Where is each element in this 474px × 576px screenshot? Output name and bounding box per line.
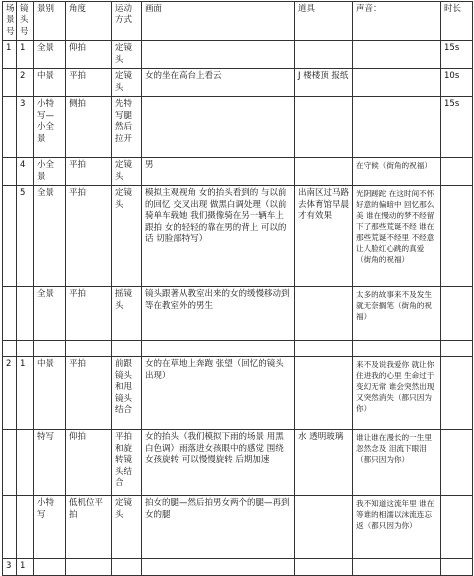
size-cell: 全景 bbox=[34, 41, 66, 69]
size-cell: 小特写 bbox=[34, 496, 66, 559]
angle-cell: 平拍 bbox=[66, 69, 112, 97]
table-row bbox=[3, 496, 473, 559]
sound-cell: 谁让谁在漫长的一生里 忽然念及 泪流下眼泪（都只因为你） bbox=[353, 430, 441, 496]
props-cell: 出南区过马路去体育馆早晨才有效果 bbox=[295, 186, 353, 287]
duration-cell bbox=[441, 496, 473, 559]
header-props: 道具 bbox=[295, 2, 353, 41]
angle-cell: 低机位平拍 bbox=[66, 496, 112, 559]
shot-cell: 1 bbox=[17, 357, 34, 430]
scene-cell: 2 bbox=[3, 357, 17, 430]
shot-cell: 5 bbox=[17, 186, 34, 287]
header-row bbox=[3, 2, 473, 41]
header-angle: 角度 bbox=[66, 2, 112, 41]
size-cell bbox=[34, 559, 66, 575]
table-row bbox=[3, 69, 473, 97]
frame-cell bbox=[142, 559, 295, 575]
scene-cell bbox=[3, 287, 17, 341]
table-row bbox=[3, 97, 473, 158]
shot-cell: 4 bbox=[17, 158, 34, 186]
props-cell bbox=[295, 158, 353, 186]
spacer-cell bbox=[441, 341, 473, 357]
props-cell bbox=[295, 496, 353, 559]
frame-cell: 女的在草地上奔跑 张望（回忆的镜头出现） bbox=[142, 357, 295, 430]
props-cell bbox=[295, 287, 353, 341]
table-row bbox=[3, 158, 473, 186]
angle-cell bbox=[66, 559, 112, 575]
spacer-cell bbox=[17, 341, 34, 357]
scene-cell bbox=[3, 158, 17, 186]
scene-cell bbox=[3, 97, 17, 158]
frame-cell: 女的坐在高台上看云 bbox=[142, 69, 295, 97]
shot-cell bbox=[17, 430, 34, 496]
shot-cell: 2 bbox=[17, 69, 34, 97]
props-cell bbox=[295, 357, 353, 430]
sound-cell bbox=[353, 97, 441, 158]
sound-cell: 在守候（街角的祝福） bbox=[353, 158, 441, 186]
duration-cell bbox=[441, 430, 473, 496]
duration-cell bbox=[441, 559, 473, 575]
angle-cell: 平拍 bbox=[66, 158, 112, 186]
spacer-cell bbox=[295, 341, 353, 357]
table-row bbox=[3, 357, 473, 430]
props-cell bbox=[295, 41, 353, 69]
sound-cell: 来不及说我爱你 就让你住进我的心里 生命过于变幻无常 谁会突然出现 又突然消失（都只因为你） bbox=[353, 357, 441, 430]
props-cell: 水 透明玻璃 bbox=[295, 430, 353, 496]
table-row bbox=[3, 559, 473, 575]
spacer-cell bbox=[112, 341, 142, 357]
duration-cell: 10s bbox=[441, 69, 473, 97]
spacer-cell bbox=[66, 341, 112, 357]
shot-cell: 1 bbox=[17, 41, 34, 69]
scene-cell bbox=[3, 496, 17, 559]
props-cell bbox=[295, 97, 353, 158]
angle-cell: 仰拍 bbox=[66, 41, 112, 69]
shot-cell bbox=[17, 287, 34, 341]
movement-cell: 定镜头 bbox=[112, 69, 142, 97]
sound-cell: 太多的故事来不及发生 就无奈搁笔（街角的祝福） bbox=[353, 287, 441, 341]
scene-cell: 3 bbox=[3, 559, 17, 575]
movement-cell: 前跟镜头和甩镜头结合 bbox=[112, 357, 142, 430]
scene-cell bbox=[3, 186, 17, 287]
shot-cell bbox=[17, 496, 34, 559]
frame-cell: 模拟主观视角 女的抬头看到的 与以前的回忆 交叉出现 做黑白调处理（以前骑单车载她 我们摄像骑在另一辆车上跟拍 女的轻轻的靠在男的背上 可以的话 切脸部特写） bbox=[142, 186, 295, 287]
movement-cell bbox=[112, 559, 142, 575]
scene-cell bbox=[3, 430, 17, 496]
movement-cell: 定镜头 bbox=[112, 186, 142, 287]
header-shot-no: 镜头号 bbox=[17, 2, 34, 41]
shot-cell: 1 bbox=[17, 559, 34, 575]
frame-cell: 男 bbox=[142, 158, 295, 186]
header-movement: 运动方式 bbox=[112, 2, 142, 41]
size-cell: 小特写—小全景 bbox=[34, 97, 66, 158]
angle-cell: 平拍 bbox=[66, 287, 112, 341]
table-row bbox=[3, 287, 473, 341]
size-cell: 小全景 bbox=[34, 158, 66, 186]
size-cell: 特写 bbox=[34, 430, 66, 496]
sound-cell: 光阴蹉跎 在这时间不怀好意的偏暗中 回忆那么美 谁在慢动的梦不经留下了那些荒诞不经 谁在那些荒诞不经里 不经意让人脸红心跳的真爱（街角的祝福） bbox=[353, 186, 441, 287]
sound-cell bbox=[353, 41, 441, 69]
movement-cell: 先特写腿然后拉开 bbox=[112, 97, 142, 158]
header-shot-size: 景别 bbox=[34, 2, 66, 41]
angle-cell: 平拍 bbox=[66, 357, 112, 430]
header-frame: 画面 bbox=[142, 2, 295, 41]
movement-cell: 摇镜头 bbox=[112, 287, 142, 341]
movement-cell: 定镜头 bbox=[112, 158, 142, 186]
table-row bbox=[3, 430, 473, 496]
size-cell: 中景 bbox=[34, 69, 66, 97]
duration-cell bbox=[441, 357, 473, 430]
scene-cell bbox=[3, 69, 17, 97]
movement-cell: 平拍和旋转镜头结合 bbox=[112, 430, 142, 496]
props-cell bbox=[295, 559, 353, 575]
table-row bbox=[3, 186, 473, 287]
duration-cell bbox=[441, 186, 473, 287]
frame-cell bbox=[142, 97, 295, 158]
angle-cell: 仰拍 bbox=[66, 430, 112, 496]
table-row bbox=[3, 41, 473, 69]
frame-cell: 镜头跟著从教室出来的女的缓慢移动到等在教室外的男生 bbox=[142, 287, 295, 341]
header-sound: 声音： bbox=[353, 2, 441, 41]
frame-cell bbox=[142, 41, 295, 69]
header-duration: 时长 bbox=[441, 2, 473, 41]
header-scene-no: 场景号 bbox=[3, 2, 17, 41]
sound-cell: 我不知道这流年里 谁在等谁的相濡以沫流连忘返（都只因为你） bbox=[353, 496, 441, 559]
spacer-cell bbox=[142, 341, 295, 357]
spacer-cell bbox=[3, 341, 17, 357]
duration-cell: 15s bbox=[441, 41, 473, 69]
spacer-cell bbox=[34, 341, 66, 357]
duration-cell bbox=[441, 158, 473, 186]
scene-cell: 1 bbox=[3, 41, 17, 69]
storyboard-table bbox=[2, 1, 473, 576]
duration-cell bbox=[441, 287, 473, 341]
spacer-cell bbox=[353, 341, 441, 357]
angle-cell: 平拍 bbox=[66, 186, 112, 287]
sound-cell bbox=[353, 69, 441, 97]
size-cell: 全景 bbox=[34, 287, 66, 341]
props-cell: J 楼楼顶 报纸 bbox=[295, 69, 353, 97]
size-cell: 中景 bbox=[34, 357, 66, 430]
duration-cell: 15s bbox=[441, 97, 473, 158]
angle-cell: 侧拍 bbox=[66, 97, 112, 158]
frame-cell: 女的抬头（我们模拟下雨的场景 用黑白色调）雨落进女孩眼中的感觉 围绕女孩旋转 可以慢慢旋转 后期加速 bbox=[142, 430, 295, 496]
sound-cell bbox=[353, 559, 441, 575]
movement-cell: 定镜头 bbox=[112, 41, 142, 69]
movement-cell: 定镜头 bbox=[112, 496, 142, 559]
size-cell: 全景 bbox=[34, 186, 66, 287]
shot-cell: 3 bbox=[17, 97, 34, 158]
frame-cell: 拍女的腿—然后拍男女两个的腿—再到女的腿 bbox=[142, 496, 295, 559]
spacer-row bbox=[3, 341, 473, 357]
